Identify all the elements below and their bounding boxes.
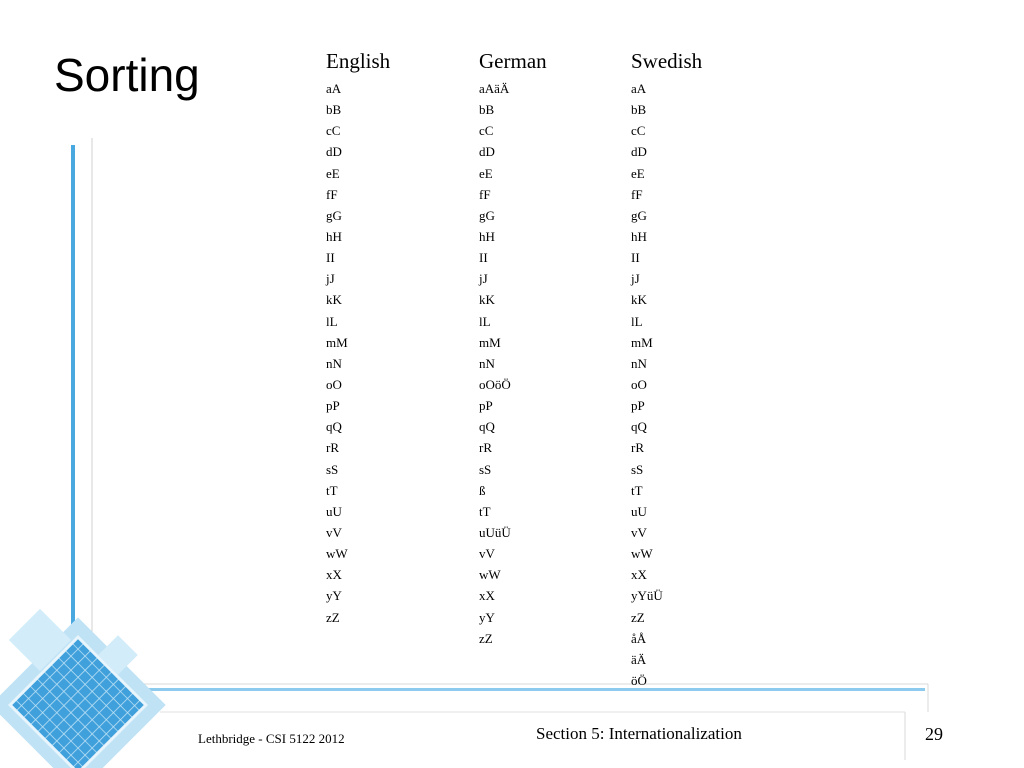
list-item: tT: [326, 482, 338, 498]
list-item: aAäÄ: [479, 81, 510, 96]
list-item: wW: [326, 546, 348, 562]
list-item: eE: [479, 165, 493, 181]
footer-section: Section 5: Internationalization: [536, 724, 742, 743]
horizontal-rule-blue: [135, 688, 925, 691]
list-item: jJ: [479, 271, 488, 287]
slide-title: Sorting: [54, 49, 200, 101]
list-item: gG: [326, 207, 342, 223]
list-item: tT: [631, 482, 643, 498]
column-english: [326, 48, 476, 628]
column-swedish: [631, 48, 781, 691]
list-item: lL: [326, 313, 338, 329]
list-item: fF: [631, 186, 643, 202]
list-item: nN: [631, 355, 647, 371]
list-item: mM: [326, 334, 348, 350]
list-item: nN: [326, 355, 342, 371]
list-item: II: [631, 250, 640, 266]
list-item: aA: [326, 81, 342, 96]
list-item: gG: [631, 207, 647, 223]
list-item: II: [479, 250, 488, 266]
list-item: tT: [479, 503, 491, 519]
column-items: [631, 78, 781, 691]
column-items: [479, 78, 629, 649]
list-item: sS: [479, 461, 492, 477]
list-item: bB: [479, 102, 495, 118]
list-item: cC: [631, 123, 646, 139]
list-item: oO: [326, 376, 342, 392]
page-number: 29: [925, 724, 943, 744]
list-item: xX: [479, 588, 495, 604]
list-item: kK: [326, 292, 342, 308]
list-item: äÄ: [631, 651, 647, 667]
list-item: mM: [479, 334, 501, 350]
list-item: åÅ: [631, 630, 647, 646]
list-item: yYüÜ: [631, 588, 663, 604]
list-item: vV: [479, 546, 495, 562]
list-item: vV: [631, 524, 647, 540]
list-item: xX: [326, 567, 342, 583]
list-item: lL: [631, 313, 643, 329]
list-item: jJ: [631, 271, 640, 287]
column-header: German: [479, 49, 547, 73]
list-item: fF: [326, 186, 338, 202]
list-item: sS: [631, 461, 644, 477]
list-item: wW: [479, 567, 501, 583]
list-item: vV: [326, 524, 342, 540]
list-item: öÖ: [631, 672, 647, 688]
list-item: lL: [479, 313, 491, 329]
list-item: dD: [479, 144, 495, 160]
list-item: mM: [631, 334, 653, 350]
list-item: wW: [631, 546, 653, 562]
list-item: dD: [631, 144, 647, 160]
list-item: qQ: [326, 419, 342, 435]
list-item: hH: [479, 228, 495, 244]
list-item: rR: [479, 440, 492, 456]
list-item: gG: [479, 207, 495, 223]
list-item: bB: [631, 102, 647, 118]
list-item: oO: [631, 376, 647, 392]
column-german: [479, 48, 629, 649]
column-items: [326, 78, 476, 628]
column-header: Swedish: [631, 49, 703, 73]
list-item: zZ: [631, 609, 645, 625]
list-item: yY: [326, 588, 342, 604]
list-item: cC: [479, 123, 494, 139]
list-item: oOöÖ: [479, 376, 511, 392]
list-item: zZ: [479, 630, 493, 646]
vertical-rule-blue: [71, 145, 75, 665]
list-item: qQ: [479, 419, 495, 435]
list-item: zZ: [326, 609, 340, 625]
list-item: cC: [326, 123, 341, 139]
list-item: sS: [326, 461, 339, 477]
list-item: yY: [479, 609, 495, 625]
list-item: kK: [479, 292, 495, 308]
list-item: dD: [326, 144, 342, 160]
list-item: aA: [631, 81, 647, 96]
list-item: eE: [631, 165, 645, 181]
list-item: nN: [479, 355, 495, 371]
list-item: uUüÜ: [479, 524, 511, 540]
list-item: pP: [479, 398, 493, 414]
list-item: jJ: [326, 271, 335, 287]
list-item: rR: [326, 440, 339, 456]
list-item: eE: [326, 165, 340, 181]
list-item: hH: [631, 228, 647, 244]
list-item: ß: [479, 482, 486, 498]
list-item: uU: [326, 503, 342, 519]
list-item: uU: [631, 503, 647, 519]
list-item: rR: [631, 440, 644, 456]
list-item: hH: [326, 228, 342, 244]
column-header: English: [326, 49, 391, 73]
footer-author: Lethbridge - CSI 5122 2012: [198, 731, 345, 746]
list-item: qQ: [631, 419, 647, 435]
list-item: pP: [631, 398, 645, 414]
list-item: kK: [631, 292, 647, 308]
list-item: II: [326, 250, 335, 266]
list-item: bB: [326, 102, 342, 118]
list-item: fF: [479, 186, 491, 202]
list-item: xX: [631, 567, 647, 583]
list-item: pP: [326, 398, 340, 414]
